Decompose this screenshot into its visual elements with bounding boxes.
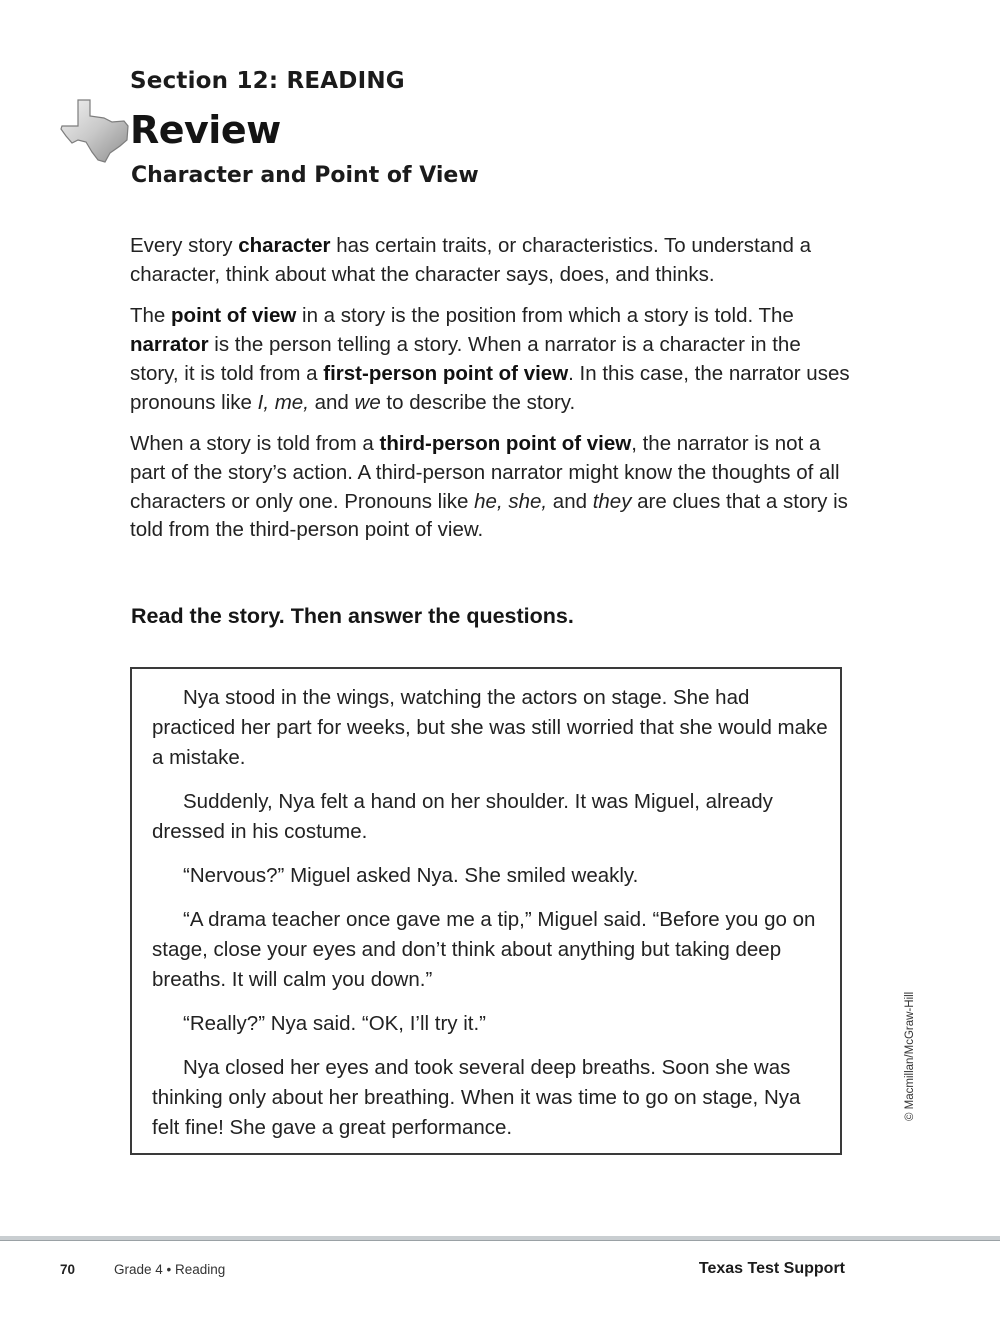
instruction-heading: Read the story. Then answer the questions.	[131, 604, 574, 628]
story-paragraph: Nya closed her eyes and took several deep breaths. Soon she was thinking only about her breathing. When it was time to go on stage, Nya felt fine! She gave a great performance.	[152, 1056, 801, 1139]
story-paragraph: Suddenly, Nya felt a hand on her shoulder. It was Miguel, already dressed in his costume.	[152, 790, 773, 843]
page-title: Review	[130, 108, 281, 152]
copyright-notice: © Macmillan/McGraw-Hill	[904, 991, 916, 1121]
story-box	[130, 667, 842, 1155]
page-subtitle: Character and Point of View	[131, 163, 479, 188]
intro-paragraph-third-person: When a story is told from a third-person point of view, the narrator is not a part of the story’s action. A third-person narrator might know the thoughts of all characters or only one. Pronouns like he, she, and they are clues that a story is told from the third-person point of view.	[130, 432, 848, 542]
page-number: 70	[60, 1262, 76, 1277]
intro-paragraph-character: Every story character has certain traits, or characteristics. To understand a character, think about what the character says, does, and thinks.	[130, 234, 811, 286]
story-paragraph: Nya stood in the wings, watching the actors on stage. She had practiced her part for weeks, but she was still worried that she would make a mistake.	[152, 686, 828, 769]
section-label: Section 12: READING	[130, 68, 405, 94]
story-paragraph: “A drama teacher once gave me a tip,” Miguel said. “Before you go on stage, close your eyes and don’t think about anything but taking deep breaths. It will calm you down.”	[152, 908, 816, 991]
texas-state-icon	[58, 96, 130, 166]
book-title: Texas Test Support	[698, 1260, 845, 1277]
intro-text	[130, 232, 850, 558]
story-paragraph: “Really?” Nya said. “OK, I’ll try it.”	[183, 1012, 486, 1035]
footer-divider	[0, 1236, 1000, 1241]
intro-paragraph-point-of-view: The point of view in a story is the position from which a story is told. The narrator is the person telling a story. When a narrator is a character in the story, it is told from a first-person point of view. In this case, the narrator uses pronouns like I, me, and we to describe the story.	[130, 304, 850, 414]
grade-label: Grade 4 • Reading	[114, 1262, 226, 1277]
story-paragraph: “Nervous?” Miguel asked Nya. She smiled weakly.	[183, 864, 639, 887]
